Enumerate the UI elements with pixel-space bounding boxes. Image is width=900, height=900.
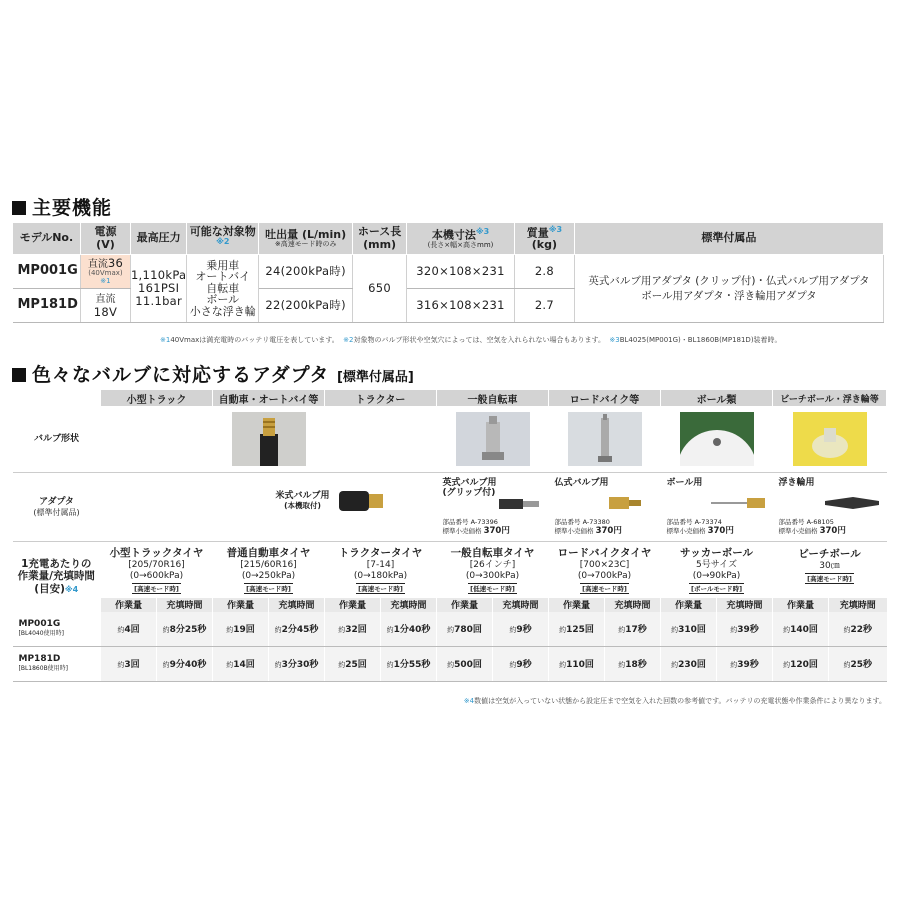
work-value-text: 780回 [454, 625, 482, 635]
float-adapter-image [823, 491, 883, 515]
approx-prefix: 約 [671, 661, 679, 669]
work-value [829, 646, 887, 681]
th-discharge: 吐出量 (L/min) ※高速モード時のみ [259, 223, 353, 255]
float-valve-image [793, 412, 867, 466]
work-value-text: 110回 [566, 660, 594, 670]
work-value [157, 646, 213, 681]
work-value-text: 120回 [790, 660, 818, 670]
work-value-text: 9秒 [516, 660, 532, 670]
tire-info-5: サッカーボール 5号サイズ (0→90kPa) [ボールモード時] [679, 547, 754, 594]
discharge-mp181d: 22(200kPa時) [259, 289, 353, 323]
approx-prefix: 約 [509, 661, 517, 669]
english-adapter-image [495, 491, 545, 517]
ball-valve-image [680, 412, 754, 466]
work-value-text: 39秒 [737, 660, 759, 670]
adapter-ball [661, 473, 773, 542]
work-value-text: 19回 [233, 625, 255, 635]
row-valve-label: バルブ形状 [13, 406, 101, 473]
th-target: 可能な対象物$^{※2}$ [187, 223, 259, 255]
approx-prefix: 約 [162, 626, 170, 634]
work-value [269, 612, 325, 647]
work-value-text: 310回 [678, 625, 706, 635]
row-adapter-label: アダプタ (標準付属品) [13, 473, 101, 542]
work-value [213, 646, 269, 681]
sub-amount-1: 作業量 [213, 598, 269, 612]
size-mp001g: 320×108×231 [407, 255, 515, 289]
sub-time-6: 充填時間 [829, 598, 887, 612]
sub-amount-2: 作業量 [325, 598, 381, 612]
work-value-text: 25秒 [850, 660, 873, 670]
work-value [325, 646, 381, 681]
sub-time-4: 充填時間 [605, 598, 661, 612]
th-accessories: 標準付属品 [574, 223, 883, 255]
work-value [213, 612, 269, 647]
work-value-text: 14回 [233, 660, 255, 670]
approx-prefix: 約 [162, 661, 170, 669]
approx-prefix: 約 [338, 661, 346, 669]
approx-prefix: 約 [843, 626, 851, 634]
work-value-text: 18秒 [625, 660, 647, 670]
work-value [437, 612, 493, 647]
th-size: 本機寸法$^{※3}$ (長さ×幅×高さmm) [407, 223, 515, 255]
adapter-float [773, 473, 887, 542]
work-value-text: 3回 [124, 660, 140, 670]
adapter-english-part: 部品番号 A-73396 標準小売価格 370円 [442, 518, 510, 537]
approx-prefix: 約 [274, 661, 282, 669]
tire-info-2: トラクタータイヤ [7-14] (0→180kPa) [高速モード時] [338, 547, 423, 594]
work-value [493, 612, 549, 647]
approx-prefix: 約 [559, 661, 567, 669]
work-value [437, 646, 493, 681]
cat-bicycle: 一般自転車 [437, 390, 549, 406]
adapter-french-label: 仏式バルブ用 [554, 478, 609, 488]
spec-table [12, 222, 884, 323]
english-valve-image [456, 412, 530, 466]
weight-mp001g: 2.8 [514, 255, 574, 289]
cat-small-truck: 小型トラック [101, 390, 213, 406]
work-value-text: 22秒 [850, 625, 873, 635]
approx-prefix: 約 [274, 626, 282, 634]
work-value-text: 39秒 [737, 625, 759, 635]
us-valve-image [232, 412, 306, 466]
sub-amount-5: 作業量 [661, 598, 717, 612]
square-bullet-icon [12, 368, 26, 382]
work-value-text: 4回 [124, 625, 140, 635]
valve-float-photo [773, 406, 887, 473]
work-value-text: 230回 [678, 660, 706, 670]
adapter-us-label: 米式バルブ用 (本機取付) [275, 491, 330, 511]
work-value [717, 646, 773, 681]
work-value-text: 8分25秒 [169, 625, 207, 635]
section-title-adapters [12, 360, 414, 387]
approx-prefix: 約 [226, 626, 234, 634]
work-row-mp181d [13, 646, 887, 681]
approx-prefix: 約 [730, 626, 738, 634]
section-title-text: 色々なバルブに対応するアダプタ [32, 364, 330, 386]
th-weight: 質量$^{※3}$ (kg) [514, 223, 574, 255]
tire-info-3: 一般自転車タイヤ [26インチ] (0→300kPa) [低速モード時] [450, 547, 535, 594]
approx-prefix: 約 [783, 661, 791, 669]
french-adapter-image [603, 491, 647, 515]
work-value [773, 646, 829, 681]
max-pressure: 1,110kPa 161PSI 11.1bar [130, 255, 186, 323]
model-mp001g: MP001G [13, 255, 81, 289]
approx-prefix: 約 [843, 661, 851, 669]
valve-french-photo [549, 406, 661, 473]
us-adapter-image [335, 481, 397, 521]
valve-english-photo [437, 406, 549, 473]
work-value-text: 1分40秒 [393, 625, 431, 635]
work-value [661, 612, 717, 647]
adapter-float-label: 浮き輪用 [778, 478, 815, 488]
cat-car-bike: 自動車・オートバイ等 [213, 390, 325, 406]
work-value [381, 612, 437, 647]
approx-prefix: 約 [447, 661, 455, 669]
tire-info-4: ロードバイクタイヤ [700×23C] (0→700kPa) [高速モード時] [557, 547, 652, 594]
work-value [269, 646, 325, 681]
work-value-text: 9秒 [516, 625, 532, 635]
th-power: 電源 (V) [80, 223, 130, 255]
adapter-ball-label: ボール用 [666, 478, 703, 488]
adapter-english-label: 英式バルブ用 (グリップ付) [442, 478, 497, 499]
sub-time-2: 充填時間 [381, 598, 437, 612]
approx-prefix: 約 [559, 626, 567, 634]
approx-prefix: 約 [509, 626, 517, 634]
adapter-french [549, 473, 661, 542]
work-value [101, 612, 157, 647]
power-mp181d: 直流 18V [80, 289, 130, 323]
target-objects: 乗用車 オートバイ 自転車 ボール 小さな浮き輪 [187, 255, 259, 323]
approx-prefix: 約 [618, 626, 626, 634]
ball-adapter-image [709, 493, 769, 513]
work-value [493, 646, 549, 681]
adapter-table [12, 390, 887, 682]
sub-amount-0: 作業量 [101, 598, 157, 612]
cat-tractor: トラクター [325, 390, 437, 406]
work-value-text: 9分40秒 [169, 660, 207, 670]
discharge-mp001g: 24(200kPa時) [259, 255, 353, 289]
work-value-text: 17秒 [625, 625, 647, 635]
approx-prefix: 約 [618, 661, 626, 669]
valve-us-photo [101, 406, 437, 473]
valve-ball-photo [661, 406, 773, 473]
work-value [325, 612, 381, 647]
sub-time-0: 充填時間 [157, 598, 213, 612]
model-mp181d: MP181D [13, 289, 81, 323]
approx-prefix: 約 [117, 626, 125, 634]
adapter-english [437, 473, 549, 542]
work-value [661, 646, 717, 681]
approx-prefix: 約 [386, 661, 394, 669]
approx-prefix: 約 [338, 626, 346, 634]
blank-corner [13, 390, 101, 406]
cat-road-bike: ロードバイク等 [549, 390, 661, 406]
work-value-text: 25回 [345, 660, 367, 670]
adapter-french-part: 部品番号 A-73380 標準小売価格 370円 [554, 518, 622, 537]
work-row-mp001g [13, 612, 887, 647]
work-value [101, 646, 157, 681]
th-hose: ホース長 (mm) [353, 223, 407, 255]
work-value [717, 612, 773, 647]
work-value [549, 646, 605, 681]
work-value-text: 500回 [454, 660, 482, 670]
work-value [605, 612, 661, 647]
work-footnote: ※4数値は空気が入っていない状態から設定圧まで空気を入れた回数の参考値です。バッテリの充電状態や作業条件により異なります。 [463, 697, 886, 705]
square-bullet-icon [12, 201, 26, 215]
spec-footnotes: ※140Vmaxは満充電時のバッテリ電圧を表しています。 ※2対象物のバルブ形状や空気穴によっては、空気を入れられない場合もあります。 ※3BL4025(MP001G)・BL1860B(MP181D)装着時。 [160, 336, 782, 344]
approx-prefix: 約 [117, 661, 125, 669]
sub-time-1: 充填時間 [269, 598, 325, 612]
work-value [381, 646, 437, 681]
standard-accessories: 英式バルブ用アダプタ (クリップ付)・仏式バルブ用アダプタ ボール用アダプタ・浮き輪用アダプタ [574, 255, 883, 323]
approx-prefix: 約 [386, 626, 394, 634]
work-value-text: 125回 [566, 625, 594, 635]
sub-time-5: 充填時間 [717, 598, 773, 612]
th-pressure: 最高圧力 [130, 223, 186, 255]
adapter-ball-part: 部品番号 A-73374 標準小売価格 370円 [666, 518, 734, 537]
approx-prefix: 約 [447, 626, 455, 634]
french-valve-image [568, 412, 642, 466]
adapter-float-part: 部品番号 A-68105 標準小売価格 370円 [778, 518, 846, 537]
sub-amount-6: 作業量 [773, 598, 829, 612]
power-mp001g: 直流36 (40Vmax) ※1 [80, 255, 130, 289]
tire-info-1: 普通自動車タイヤ [215/60R16] (0→250kPa) [高速モード時] [226, 547, 311, 594]
work-value [157, 612, 213, 647]
cat-balls: ボール類 [661, 390, 773, 406]
approx-prefix: 約 [671, 626, 679, 634]
cat-beach-ball: ビーチボール・浮き輪等 [773, 390, 887, 406]
section-subtitle: [標準付属品] [336, 370, 414, 385]
tire-info-6: ビーチボール 30㎝ [高速モード時] [798, 548, 861, 583]
adapter-us [101, 473, 437, 542]
work-value [829, 612, 887, 647]
work-model-mp181d: MP181D [BL1860B使用時] [13, 646, 101, 681]
hose-length: 650 [353, 255, 407, 323]
section-title-main-features [12, 193, 112, 220]
work-value-text: 140回 [790, 625, 818, 635]
work-model-mp001g: MP001G [BL4040使用時] [13, 612, 101, 647]
work-value [549, 612, 605, 647]
work-value-text: 32回 [345, 625, 367, 635]
work-value-text: 2分45秒 [281, 625, 319, 635]
work-value-text: 3分30秒 [281, 660, 319, 670]
row-work-label: 1充電あたりの 作業量/充填時間 (目安)※4 [17, 557, 95, 596]
sub-amount-4: 作業量 [549, 598, 605, 612]
th-model: モデルNo. [13, 223, 81, 255]
tire-info-0: 小型トラックタイヤ [205/70R16] (0→600kPa) [高速モード時] [109, 547, 204, 594]
work-value [773, 612, 829, 647]
sub-amount-3: 作業量 [437, 598, 493, 612]
weight-mp181d: 2.7 [514, 289, 574, 323]
approx-prefix: 約 [783, 626, 791, 634]
approx-prefix: 約 [730, 661, 738, 669]
work-value [605, 646, 661, 681]
work-value-text: 1分55秒 [393, 660, 431, 670]
section-title-text: 主要機能 [32, 197, 113, 219]
size-mp181d: 316×108×231 [407, 289, 515, 323]
approx-prefix: 約 [226, 661, 234, 669]
sub-time-3: 充填時間 [493, 598, 549, 612]
